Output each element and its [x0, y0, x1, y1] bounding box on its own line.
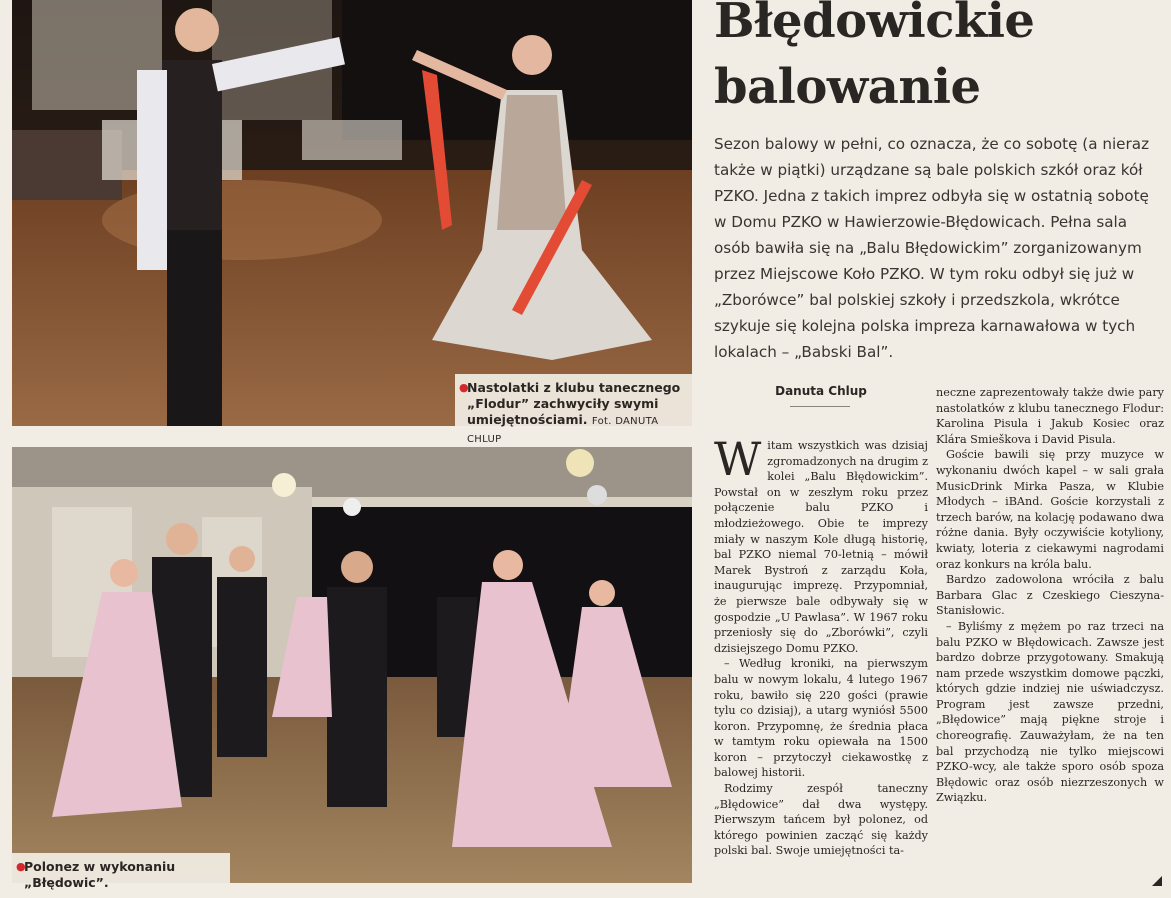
red-dot-icon: ● — [459, 381, 469, 394]
photo2-caption — [12, 853, 230, 890]
paragraph-text: itam wszystkich was dzisiaj zgromadzonych na drugim z kolei „Balu Błędowickim”. Powstał on w zeszłym roku przez połączenie balu PZKO i młodzieżowego. Obie te imprezy miały w naszym Kole długą historię, bal PZKO niemal 70-letnią – mówił Marek Bystroń z zarządu Koła, inaugurując imprezę. Przypomniał, że pierwsze bale odbywały się w gospodzie „U Pawlasa”. W 1967 roku przeniosły się do „Zborówki”, czyli dzisiejszego Domu PZKO. — [714, 439, 928, 655]
article-column-2 — [936, 385, 1164, 806]
article-column-1 — [714, 432, 928, 859]
paragraph — [714, 432, 928, 656]
photo-dancers-flodur-image — [12, 0, 692, 426]
photo-polonaise — [12, 447, 692, 883]
photo1-credit: Fot. DANUTA CHLUP — [467, 416, 659, 445]
photo1-caption — [455, 374, 692, 445]
author-divider — [790, 406, 850, 407]
photo-polonaise-image — [12, 447, 692, 883]
article-author: Danuta Chlup — [775, 384, 867, 398]
paragraph: – Według kroniki, na pierwszym balu w nowym lokalu, 4 lutego 1967 roku, bawiło się 220 gości (prawie tylu co dzisiaj), a utarg wyniósł 5500 koron. Przypomnę, że średnia płaca w tamtym roku opiewała na 1500 koron – przytoczył ciekawostkę z balowej historii. — [714, 657, 928, 780]
corner-triangle-icon — [1152, 876, 1162, 886]
drop-cap: W — [714, 432, 762, 486]
photo-dancers-flodur — [12, 0, 692, 426]
paragraph: neczne zaprezentowały także dwie pary nastolatków z klubu tanecznego Flodur: Karolina Pisula i Jakub Kosiec oraz Klára Smieškova i David Pisula. — [936, 386, 1164, 446]
paragraph: – Byliśmy z mężem po raz trzeci na balu PZKO w Błędowicach. Zawsze jest bardzo dobrze przygotowany. Smakują nam przede wszystkim domowe pączki, których gdzie indziej nie uświadczysz. Program jest zawsze przedni, „Błędowice” mają piękne stroje i choreografię. Zauważyłam, że na ten bal przychodzą nie tylko miejscowi PZKO-wcy, ale także sporo osób spoza Błędowic oraz osób niezrzeszonych w Związku. — [936, 619, 1164, 805]
article-lead: Sezon balowy w pełni, co oznacza, że co sobotę (a nieraz także w piątki) urządzane są bale polskich szkół oraz kół PZKO. Jedna z takich imprez odbyła się w ostatnią sobotę w Domu PZKO w Hawierzowie-Błędowicach. Pełna sala osób bawiła się na „Balu Błędowickim” zorganizowanym przez Miejscowe Koło PZKO. W tym roku odbył się już w „Zborówce” bal polskiej szkoły i przedszkola, wkrótce szykuje się kolejna polska impreza karnawałowa w tych lokalach – „Babski Bal”. — [714, 135, 1150, 361]
paragraph: Goście bawili się przy muzyce w wykonaniu dwóch kapel – w sali grała MusicDrink Mirka Pasza, w Klubie Młodych – iBAnd. Goście korzystali z trzech barów, na kolację podawano dwa różne dania. Były oczywiście kotyliony, kwiaty, loteria z ciekawymi nagrodami oraz konkurs na króla balu. — [936, 448, 1164, 571]
paragraph: Bardzo zadowolona wróciła z balu Barbara Glac z Czeskiego Cieszyna-Stanisłowic. — [936, 573, 1164, 618]
paragraph: Rodzimy zespół taneczny „Błędowice” dał dwa występy. Pierwszym tańcem był polonez, od którego powinien zacząć się każdy polski bal. Swoje umiejętności ta- — [714, 782, 928, 858]
red-dot-icon: ● — [16, 860, 26, 873]
article-headline: Błędowickie balowanie — [714, 0, 1035, 115]
photo1-caption-text: Nastolatki z klubu tanecznego „Flodur” zachwyciły swymi umiejętnościami. — [467, 380, 681, 427]
photo2-caption-text: Polonez w wykonaniu „Błędowic”. — [24, 859, 176, 890]
